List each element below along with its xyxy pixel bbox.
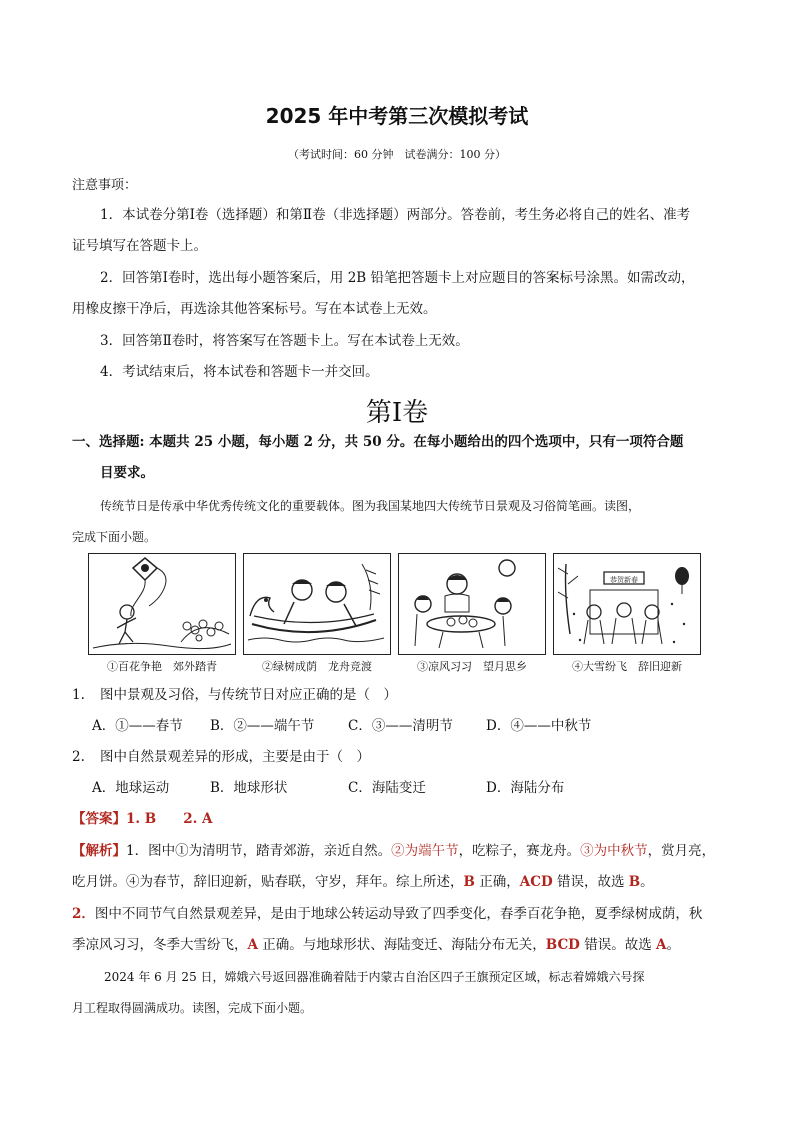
question-1-stem: 图中景观及习俗，与传统节日对应正确的是（ ） (100, 687, 397, 703)
notice-item-2: 2．回答第Ⅰ卷时，选出每小题答案后，用 2B 铅笔把答题卡上对应题目的答案标号涂黑。如需改动， (100, 270, 695, 286)
passage-1: 传统节日是传承中华优秀传统文化的重要载体。图为我国某地四大传统节日景观及习俗简笔画。读图， (100, 499, 641, 513)
analysis-text: 错误，故选 (552, 874, 629, 890)
dragon-boat-sketch (243, 553, 391, 655)
analysis-highlight: ③为中秋节 (580, 843, 648, 859)
volume-title: 第Ⅰ卷 (365, 398, 429, 428)
option-a[interactable]: A．地球运动 (92, 780, 170, 796)
analysis-line-1 (72, 841, 715, 861)
analysis-text: ，赏月亮， (647, 843, 716, 859)
question-2-stem: 图中自然景观差异的形成，主要是由于（ ） (100, 749, 370, 765)
analysis-text: ，吃粽子，赛龙舟。 (458, 843, 581, 859)
answer-text: 1. B 2. A (126, 811, 213, 827)
notice-item-4: 4．考试结束后，将本试卷和答题卡一并交回。 (100, 364, 379, 380)
exam-subtitle: （考试时间：60 分钟 试卷满分：100 分） (288, 148, 506, 161)
analysis-highlight: ACD (519, 874, 553, 890)
analysis-text: 。 (666, 937, 680, 953)
analysis-number: 2． (72, 906, 95, 922)
analysis-highlight: A (247, 937, 258, 953)
analysis-highlight: B (628, 874, 641, 890)
caption-1: ①百花争艳 郊外踏青 (107, 660, 217, 673)
option-d[interactable]: D．海陆分布 (486, 780, 565, 796)
option-c[interactable]: C．海陆变迁 (348, 780, 426, 796)
analysis-line-3 (72, 904, 702, 924)
exam-title: 2025 年中考第三次模拟考试 (265, 104, 529, 128)
option-b[interactable]: B．地球形状 (210, 780, 288, 796)
spring-outing-sketch (88, 553, 236, 655)
analysis-text: 错误。故选 (579, 937, 656, 953)
notice-heading: 注意事项： (72, 178, 138, 193)
answer-line (72, 809, 212, 829)
option-b[interactable]: B．②——端午节 (210, 718, 315, 734)
notice-item-3: 3．回答第Ⅱ卷时，将答案写在答题卡上。写在本试卷上无效。 (100, 333, 469, 349)
analysis-text: 正确， (474, 874, 520, 890)
analysis-text: 季凉风习习，冬季大雪纷飞， (72, 937, 248, 953)
analysis-line-4 (72, 935, 680, 955)
analysis-label: 【解析】 (72, 843, 126, 859)
caption-4: ④大雪纷飞 辞旧迎新 (572, 660, 682, 673)
caption-2: ②绿树成荫 龙舟竞渡 (262, 660, 372, 673)
analysis-text: 正确。与地球形状、海陆变迁、海陆分布无关， (257, 937, 546, 953)
option-d[interactable]: D．④——中秋节 (486, 718, 592, 734)
section-heading-cont: 目要求。 (100, 465, 154, 481)
analysis-highlight: A (656, 937, 667, 953)
mid-autumn-sketch (398, 553, 546, 655)
festival-figure (88, 553, 700, 675)
analysis-text: 图中不同节气自然景观差异，是由于地球公转运动导致了四季变化，春季百花争艳，夏季绿树成荫，秋 (94, 906, 703, 922)
analysis-highlight: ②为端午节 (391, 843, 459, 859)
sign-text: 恭贺新春 (610, 576, 638, 584)
passage-1-cont: 完成下面小题。 (72, 530, 157, 544)
analysis-text: 。 (640, 874, 654, 890)
question-1-options (92, 716, 732, 738)
analysis-text: 吃月饼。④为春节，辞旧迎新，贴春联，守岁，拜年。综上所述， (72, 874, 464, 890)
answer-label: 【答案】 (72, 811, 126, 827)
analysis-text: 1．图中①为清明节，踏青郊游，亲近自然。 (126, 843, 392, 859)
spring-festival-sketch (553, 553, 701, 655)
passage-2: 2024 年 6 月 25 日，嫦娥六号返回器准确着陆于内蒙古自治区四子王旗预定区域，标志着嫦娥六号探 (104, 970, 645, 984)
analysis-highlight: BCD (545, 937, 580, 953)
notice-item-1: 1．本试卷分第Ⅰ卷（选择题）和第Ⅱ卷（非选择题）两部分。答卷前，考生务必将自己的姓名、准考 (100, 207, 691, 223)
analysis-line-2 (72, 872, 654, 892)
notice-item-1-cont: 证号填写在答题卡上。 (72, 238, 207, 254)
question-2-options (92, 778, 732, 800)
notice-item-2-cont: 用橡皮擦干净后，再选涂其他答案标号。写在本试卷上无效。 (72, 301, 437, 317)
option-a[interactable]: A．①——春节 (92, 718, 183, 734)
section-heading: 一、选择题: 本题共 25 小题，每小题 2 分，共 50 分。在每小题给出的四个选项中，只有一项符合题 (72, 434, 684, 450)
option-c[interactable]: C．③——清明节 (348, 718, 453, 734)
analysis-highlight: B (463, 874, 475, 890)
question-1-number: 1. (72, 687, 85, 703)
passage-2-cont: 月工程取得圆满成功。读图，完成下面小题。 (72, 1001, 313, 1015)
question-2-number: 2. (72, 749, 85, 765)
caption-3: ③凉风习习 望月思乡 (417, 660, 527, 673)
